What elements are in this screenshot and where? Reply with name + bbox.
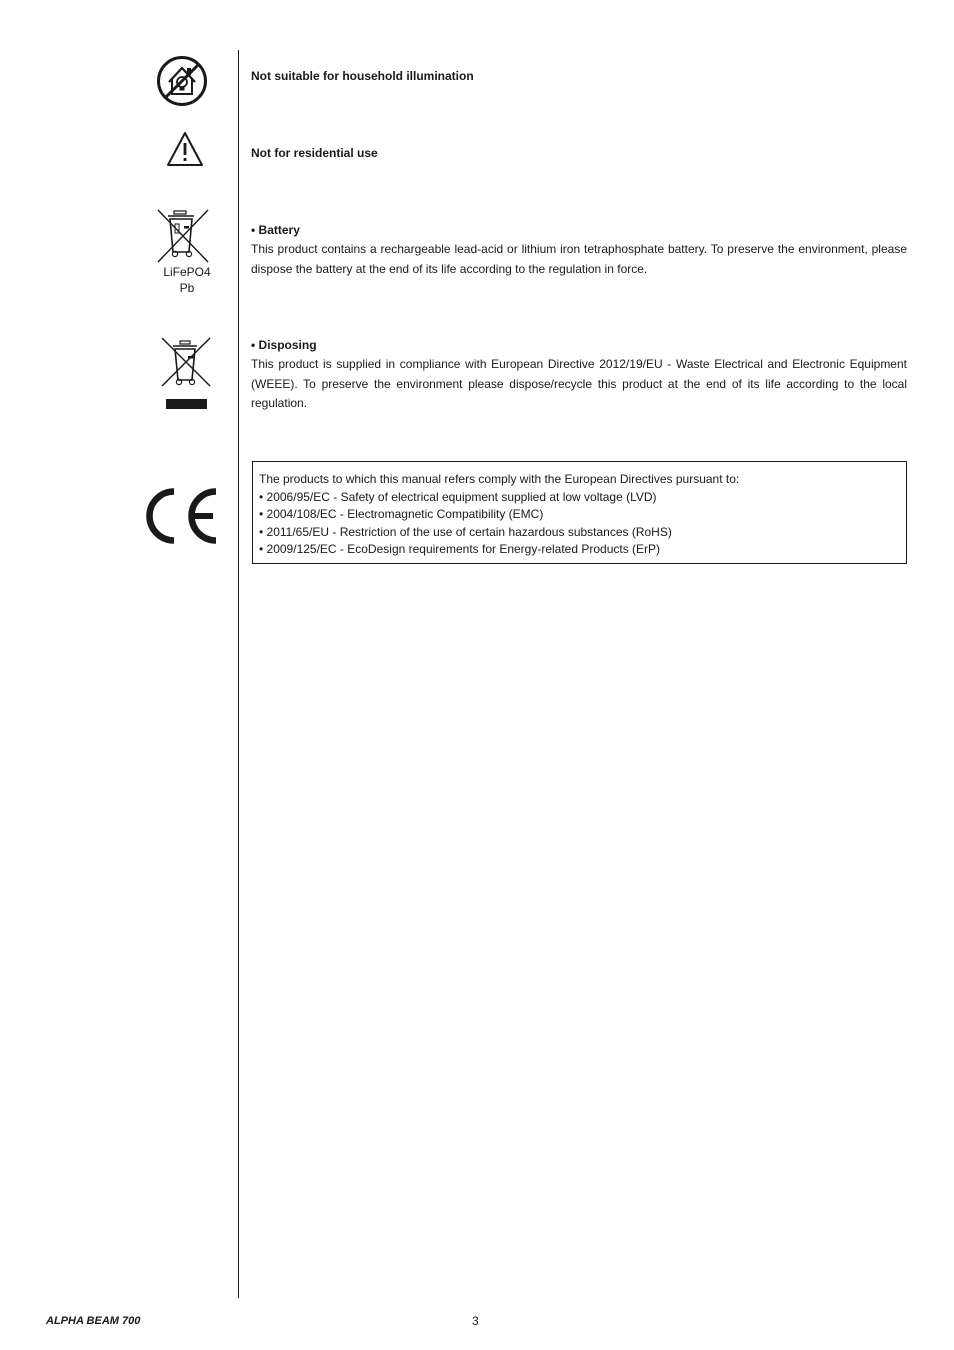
- ce-mark-icon: [142, 487, 222, 545]
- residential-heading: Not for residential use: [251, 146, 378, 160]
- disposing-heading: • Disposing: [251, 338, 317, 352]
- page-number: 3: [472, 1314, 479, 1328]
- battery-lead-label: Pb: [179, 281, 195, 295]
- directive-item: • 2004/108/EC - Electromagnetic Compatibility (EMC): [259, 507, 544, 522]
- battery-heading: • Battery: [251, 223, 300, 237]
- battery-chemistry-label: LiFePO4: [163, 265, 211, 279]
- compliance-intro: The products to which this manual refers comply with the European Directives pursuant to:: [259, 472, 740, 486]
- compliance-box: [252, 461, 907, 564]
- warning-triangle-icon: [166, 131, 204, 167]
- footer-model-name: ALPHA BEAM 700: [46, 1315, 141, 1327]
- weee-bin-icon: [160, 336, 212, 412]
- directive-item: • 2006/95/EC - Safety of electrical equipment supplied at low voltage (LVD): [259, 489, 657, 504]
- crossed-bin-battery-icon: [156, 208, 210, 264]
- household-heading: Not suitable for household illumination: [251, 69, 474, 83]
- column-divider: [238, 50, 239, 1298]
- directive-item: • 2009/125/EC - EcoDesign requirements for Energy-related Products (ErP): [259, 542, 661, 557]
- disposing-text: This product is supplied in compliance with European Directive 2012/19/EU - Waste Electrical and Electronic Equipment (WEEE). To preserve the environment please dispose/recycle this product at the end of its life according to the local regulation.: [251, 357, 907, 410]
- no-household-lamp-icon: [156, 55, 210, 107]
- directive-item: • 2011/65/EU - Restriction of the use of certain hazardous substances (RoHS): [259, 524, 672, 539]
- battery-text: This product contains a rechargeable lead-acid or lithium iron tetraphosphate battery. To preserve the environment, please dispose the battery at the end of its life according to the regulation in force.: [251, 242, 907, 276]
